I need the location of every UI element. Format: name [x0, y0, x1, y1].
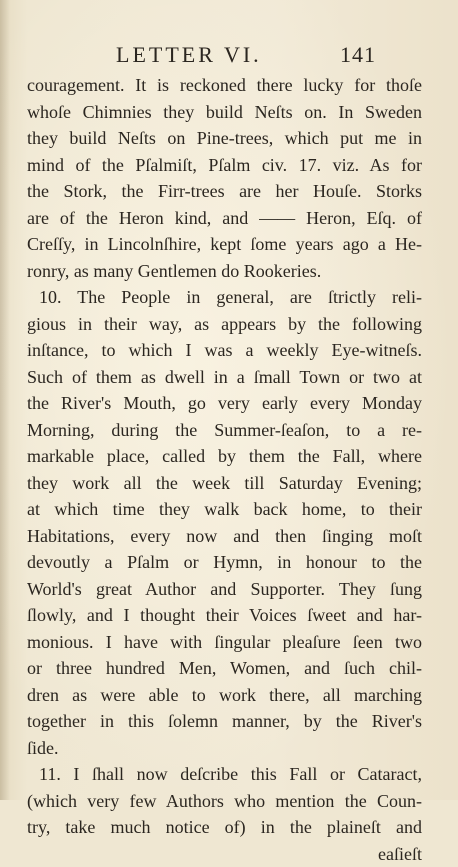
text-line: monious. I have with ſingular pleaſure ſeen two	[27, 629, 422, 656]
running-title: LETTER VI.	[116, 40, 262, 70]
text-line: the Stork, the Firr-trees are her Houſe. Storks	[27, 178, 422, 205]
paragraph-start-line: 10. The People in general, are ſtrictly reli-	[27, 284, 422, 311]
catchword: eaſieſt	[27, 841, 422, 867]
text-line: try, take much notice of) in the plaineſt and	[27, 814, 422, 841]
body-text	[27, 72, 422, 867]
text-line: ſlowly, and I thought their Voices ſweet and har-	[27, 602, 422, 629]
text-line: they build Neſts on Pine-trees, which put me in	[27, 125, 422, 152]
text-line: the River's Mouth, go very early every Monday	[27, 390, 422, 417]
text-line: they work all the week till Saturday Evening;	[27, 470, 422, 497]
text-line: (which very few Authors who mention the Coun-	[27, 788, 422, 815]
text-line: ronry, as many Gentlemen do Rookeries.	[27, 258, 422, 285]
text-line: World's great Author and Supporter. They ſung	[27, 576, 422, 603]
text-line: or three hundred Men, Women, and ſuch chil-	[27, 655, 422, 682]
text-line: dren as were able to work there, all marching	[27, 682, 422, 709]
text-line: whoſe Chimnies they build Neſts on. In Sweden	[27, 99, 422, 126]
text-line: together in this ſolemn manner, by the River's	[27, 708, 422, 735]
text-line: Habitations, every now and then ſinging moſt	[27, 523, 422, 550]
paragraph-start-line: 11. I ſhall now deſcribe this Fall or Cataract,	[27, 761, 422, 788]
text-line: Such of them as dwell in a ſmall Town or two at	[27, 364, 422, 391]
text-line: are of the Heron kind, and —— Heron, Eſq. of	[27, 205, 422, 232]
text-line: ſide.	[27, 735, 422, 762]
text-line: couragement. It is reckoned there lucky for thoſe	[27, 72, 422, 99]
page-number: 141	[340, 40, 376, 70]
text-line: mind of the Pſalmiſt, Pſalm civ. 17. viz. As for	[27, 152, 422, 179]
text-line: devoutly a Pſalm or Hymn, in honour to the	[27, 549, 422, 576]
page-header	[0, 40, 458, 70]
page-gutter-shadow	[0, 0, 10, 800]
text-line: at which time they walk back home, to their	[27, 496, 422, 523]
text-line: gious in their way, as appears by the following	[27, 311, 422, 338]
text-line: Morning, during the Summer-ſeaſon, to a re-	[27, 417, 422, 444]
text-line: markable place, called by them the Fall, where	[27, 443, 422, 470]
text-line: inſtance, to which I was a weekly Eye-witneſs.	[27, 337, 422, 364]
text-line: Creſſy, in Lincolnſhire, kept ſome years ago a He-	[27, 231, 422, 258]
